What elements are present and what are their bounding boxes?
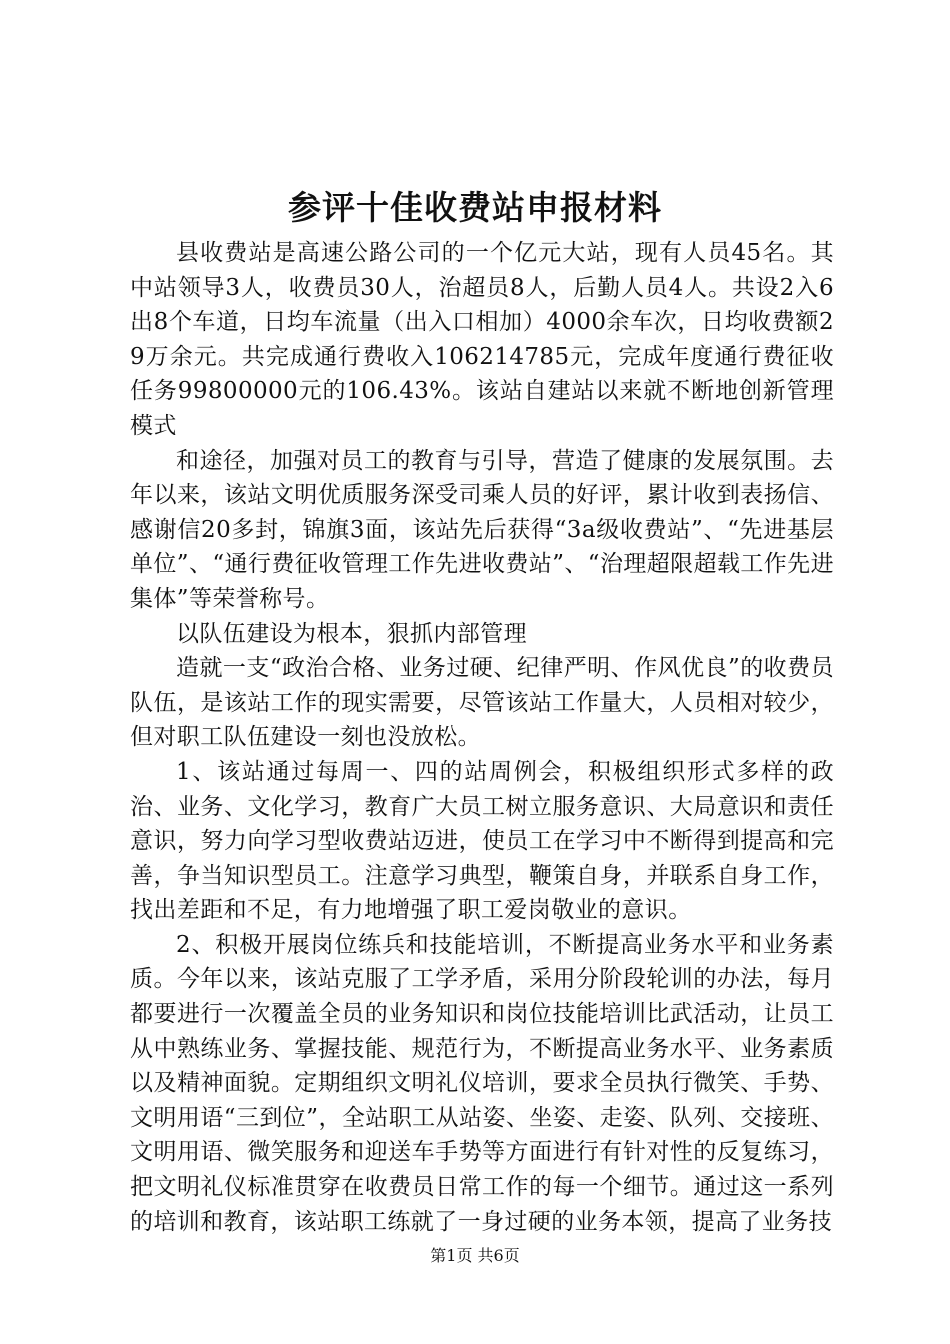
page-number: 第1页 共6页	[430, 1246, 520, 1265]
section-heading: 以队伍建设为根本，狠抓内部管理	[176, 620, 527, 647]
paragraph-4: 1、该站通过每周一、四的站周例会，积极组织形式多样的政治、业务、文化学习，教育广大员工树立服务意识、大局意识和责任意识，努力向学习型收费站迈进，使员工在学习中不断得到提高和完善，争当知识型员工。注意学习典型，鞭策自身，并联系自身工作，找出差距和不足，有力地增强了职工爱岗敬业的意识。	[130, 758, 834, 924]
paragraph-3: 造就一支“政治合格、业务过硬、纪律严明、作风优良”的收费员队伍，是该站工作的现实需要，尽管该站工作量大，人员相对较少，但对职工队伍建设一刻也没放松。	[130, 655, 834, 751]
document-title: 参评十佳收费站申报材料	[288, 188, 662, 227]
document-body	[130, 236, 834, 1239]
paragraph-1: 县收费站是高速公路公司的一个亿元大站，现有人员45名。其中站领导3人，收费员30人，治超员8人，后勤人员4人。共设2入6出8个车道，日均车流量（出入口相加）4000余车次，日均收费额29万余元。共完成通行费收入106214785元，完成年度通行费征收任务99800000元的106.43%。该站自建站以来就不断地创新管理模式	[130, 240, 834, 439]
paragraph-5: 2、积极开展岗位练兵和技能培训，不断提高业务水平和业务素质。今年以来，该站克服了工学矛盾，采用分阶段轮训的办法，每月都要进行一次覆盖全员的业务知识和岗位技能培训比武活动，让员工从中熟练业务、掌握技能、规范行为，不断提高业务水平、业务素质以及精神面貌。定期组织文明礼仪培训，要求全员执行微笑、手势、文明用语“三到位”，全站职工从站姿、坐姿、走姿、队列、交接班、文明用语、微笑服务和迎送车手势等方面进行有针对性的反复练习，把文明礼仪标准贯穿在收费员日常工作的每一个细节。通过这一系列的培训和教育，该站职工练就了一身过硬的业务本领，提高了业务技	[130, 931, 834, 1235]
paragraph-2: 和途径，加强对员工的教育与引导，营造了健康的发展氛围。去年以来，该站文明优质服务深受司乘人员的好评，累计收到表扬信、感谢信20多封，锦旗3面，该站先后获得“3a级收费站”、“先进基层单位”、“通行费征收管理工作先进收费站”、“治理超限超载工作先进集体”等荣誉称号。	[130, 447, 834, 612]
